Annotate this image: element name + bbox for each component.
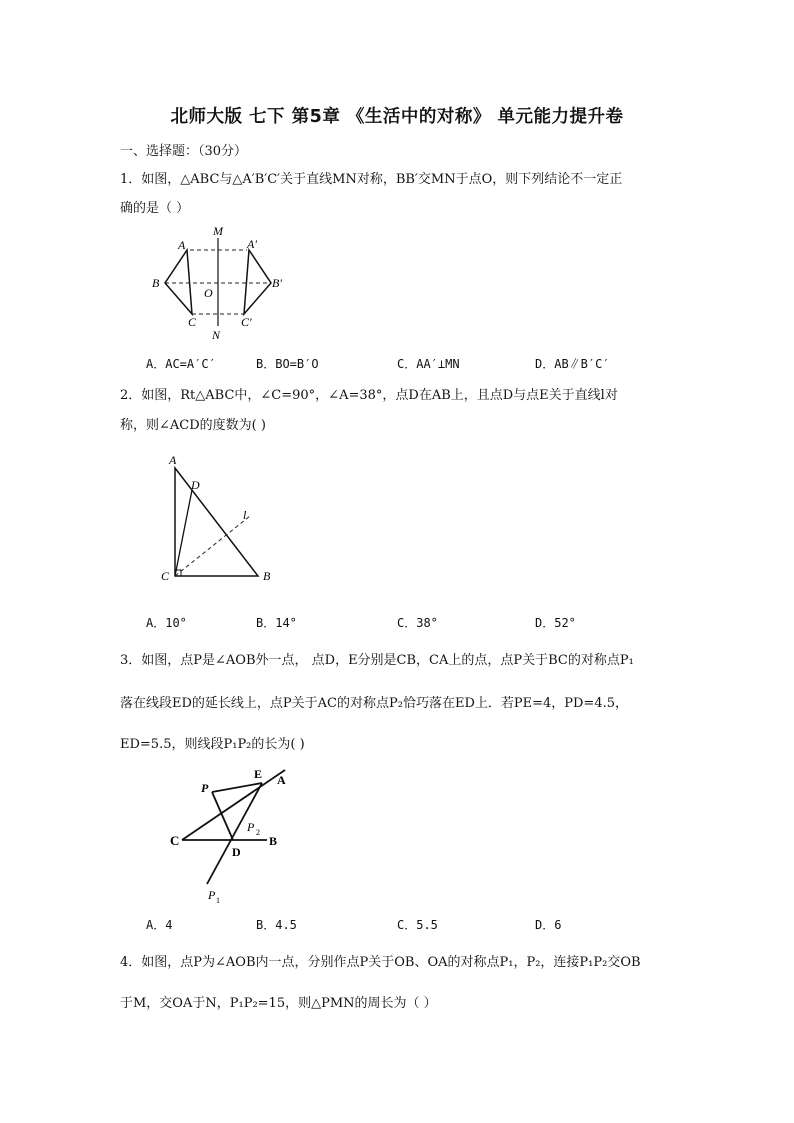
q1-triangle-abc [165, 250, 192, 314]
q2-option-a[interactable]: A．10° [146, 616, 187, 630]
q3-option-b[interactable]: B．4.5 [256, 918, 297, 932]
q1-label-n: N [212, 328, 221, 342]
q1-label-a: A [178, 238, 186, 252]
q4-text-line1: 4．如图，点P为∠AOB内一点，分别作点P关于OB、OA的对称点P₁，P₂，连接P₁P₂交OB [120, 955, 641, 970]
q4-text-line2: 于M，交OA于N，P₁P₂=15，则△PMN的周长为（ ） [120, 996, 437, 1011]
q3-label-a: A [277, 773, 286, 787]
q1-label-c: C [188, 315, 197, 329]
q2-label-l: l [243, 508, 247, 522]
q2-label-d: D [191, 478, 200, 492]
q1-option-b[interactable]: B．BO=B′O [256, 357, 319, 371]
q1-label-o: O [204, 286, 213, 300]
q3-label-p1: P [208, 888, 216, 902]
q2-text-line1: 2．如图，Rt△ABC中，∠C=90°，∠A=38°，点D在AB上，且点D与点E关于直线l对 [120, 388, 618, 403]
q3-option-c[interactable]: C．5.5 [397, 918, 438, 932]
q1-option-a[interactable]: A．AC=A′C′ [146, 357, 216, 371]
q2-option-b[interactable]: B．14° [256, 616, 297, 630]
q1-label-b: B [152, 276, 160, 290]
q3-label-b: B [269, 834, 278, 848]
q1-triangle-a2b2c2 [244, 250, 271, 314]
q3-label-p1-sub: 1 [216, 896, 220, 905]
q2-label-a: A [169, 453, 177, 467]
q3-ray-ca [182, 770, 285, 840]
q2-figure [155, 448, 285, 586]
q1-label-b2: B′ [272, 276, 282, 290]
q2-text-line2: 称，则∠ACD的度数为( ) [120, 418, 266, 433]
q1-text-line2: 确的是（ ） [120, 201, 190, 216]
q1-label-a2: A′ [247, 237, 257, 251]
q2-option-c[interactable]: C．38° [397, 616, 438, 630]
q3-label-c: C [170, 833, 180, 848]
q2-option-d[interactable]: D．52° [535, 616, 576, 630]
q3-figure [165, 762, 305, 907]
q3-label-p: P [201, 781, 209, 795]
q1-text-line1: 1．如图，△ABC与△A′B′C′关于直线MN对称，BB′交MN于点O，则下列结论不一定正 [120, 172, 623, 187]
q3-segment-pd [212, 792, 233, 840]
q3-option-a[interactable]: A．4 [146, 918, 173, 932]
q1-option-c[interactable]: C．AA′⊥MN [397, 357, 460, 371]
q3-label-p2: P [247, 820, 255, 834]
q3-text-line3: ED=5.5，则线段P₁P₂的长为( ) [120, 737, 305, 752]
q2-segment-cd [175, 490, 192, 576]
q3-text-line1: 3．如图，点P是∠AOB外一点， 点D，E分别是CB，CA上的点，点P关于BC的对称点P₁ [120, 653, 634, 668]
q1-label-c2: C′ [241, 315, 252, 329]
q3-option-d[interactable]: D．6 [535, 918, 562, 932]
q2-label-b: B [263, 569, 271, 583]
q2-line-l [175, 516, 250, 576]
q2-triangle-abc [175, 468, 258, 576]
q3-text-line2: 落在线段ED的延长线上，点P关于AC的对称点P₂恰巧落在ED上．若PE=4，PD=4.5， [120, 696, 629, 711]
q3-label-d: D [232, 845, 241, 859]
section-heading: 一、选择题：（30分） [120, 144, 248, 159]
q1-option-d[interactable]: D．AB∥B′C′ [535, 357, 610, 371]
q1-label-m: M [213, 224, 223, 238]
q1-figure [145, 222, 295, 344]
q3-label-e: E [254, 767, 263, 781]
page-title: 北师大版 七下 第5章 《生活中的对称》 单元能力提升卷 [170, 107, 624, 127]
q3-label-p2-sub: 2 [256, 828, 260, 837]
q2-label-c: C [161, 569, 170, 583]
